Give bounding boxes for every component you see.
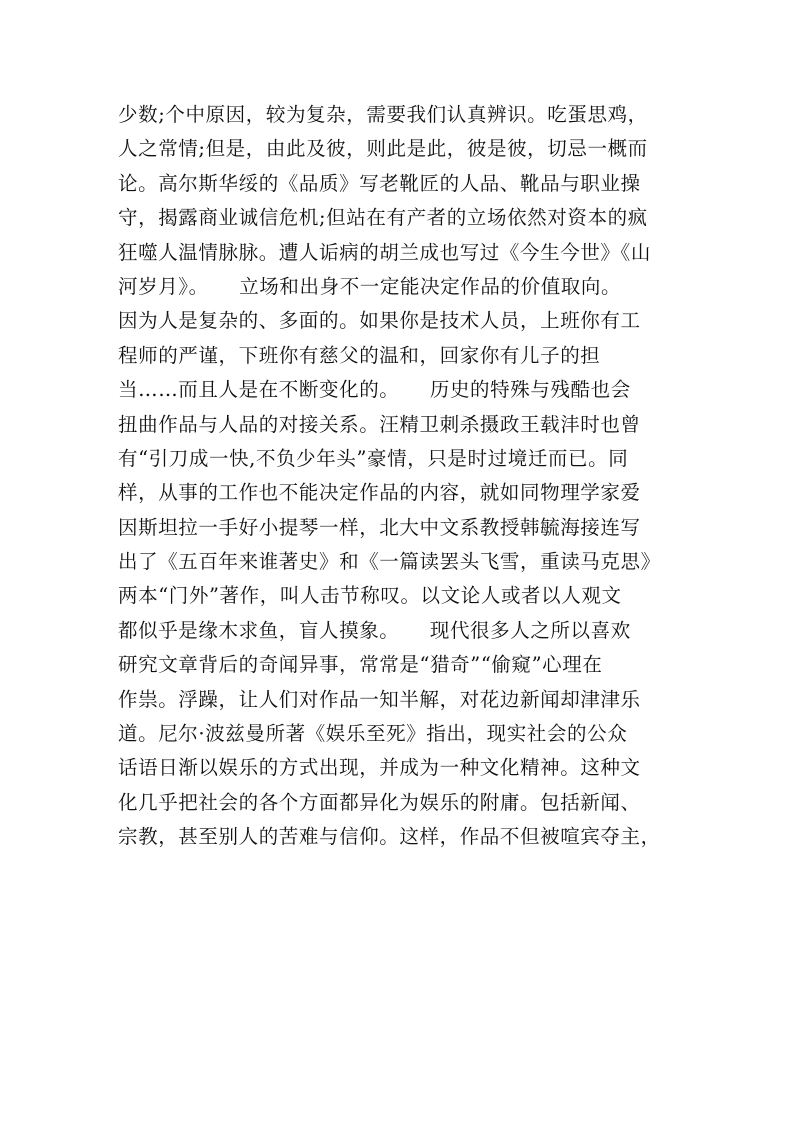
text-line: 研究文章背后的奇闻异事，常常是“猎奇”“偷窥”心理在 — [118, 653, 603, 677]
text-line: 论。高尔斯华绥的《品质》写老靴匠的人品、靴品与职业操 — [118, 171, 641, 195]
body-text — [118, 98, 678, 855]
text-line: 话语日渐以娱乐的方式出现，并成为一种文化精神。这种文 — [118, 756, 641, 780]
text-line: 出了《五百年来谁著史》和《一篇读罢头飞雪，重读马克思》 — [118, 550, 661, 574]
text-line: 守，揭露商业诚信危机;但站在有产者的立场依然对资本的疯 — [118, 206, 648, 230]
text-line: 人之常情;但是，由此及彼，则此是此，彼是彼，切忌一概而 — [118, 137, 648, 161]
text-line: 当……而且人是在不断变化的。 历史的特殊与残酷也会 — [118, 378, 631, 402]
text-line: 狂噬人温情脉脉。遭人诟病的胡兰成也写过《今生今世》《山 — [118, 240, 651, 264]
text-line: 少数;个中原因，较为复杂，需要我们认真辨识。吃蛋思鸡， — [118, 103, 648, 126]
text-line: 都似乎是缘木求鱼，盲人摸象。 现代很多人之所以喜欢 — [118, 618, 631, 642]
text-line: 宗教，甚至别人的苦难与信仰。这样，作品不但被喧宾夺主， — [118, 825, 661, 849]
text-line: 道。尼尔·波兹曼所著《娱乐至死》指出，现实社会的公众 — [118, 722, 628, 746]
text-line: 有“引刀成一快,不负少年头”豪情，只是时过境迁而已。同 — [118, 446, 629, 470]
text-line: 河岁月》。 立场和出身不一定能决定作品的价值取向。 — [118, 274, 622, 298]
text-line: 因斯坦拉一手好小提琴一样，北大中文系教授韩毓海接连写 — [118, 515, 641, 539]
text-line: 两本“门外”著作，叫人击节称叹。以文论人或者以人观文 — [118, 584, 622, 608]
text-line: 因为人是复杂的、多面的。如果你是技术人员，上班你有工 — [118, 309, 641, 333]
text-line: 作祟。浮躁，让人们对作品一知半解，对花边新闻却津津乐 — [118, 687, 641, 711]
text-line: 样，从事的工作也不能决定作品的内容，就如同物理学家爱 — [118, 481, 641, 505]
text-line: 程师的严谨，下班你有慈父的温和，回家你有儿子的担 — [118, 343, 601, 367]
text-line: 化几乎把社会的各个方面都异化为娱乐的附庸。包括新闻、 — [118, 790, 641, 814]
text-line: 扭曲作品与人品的对接关系。汪精卫刺杀摄政王载沣时也曾 — [118, 412, 641, 436]
